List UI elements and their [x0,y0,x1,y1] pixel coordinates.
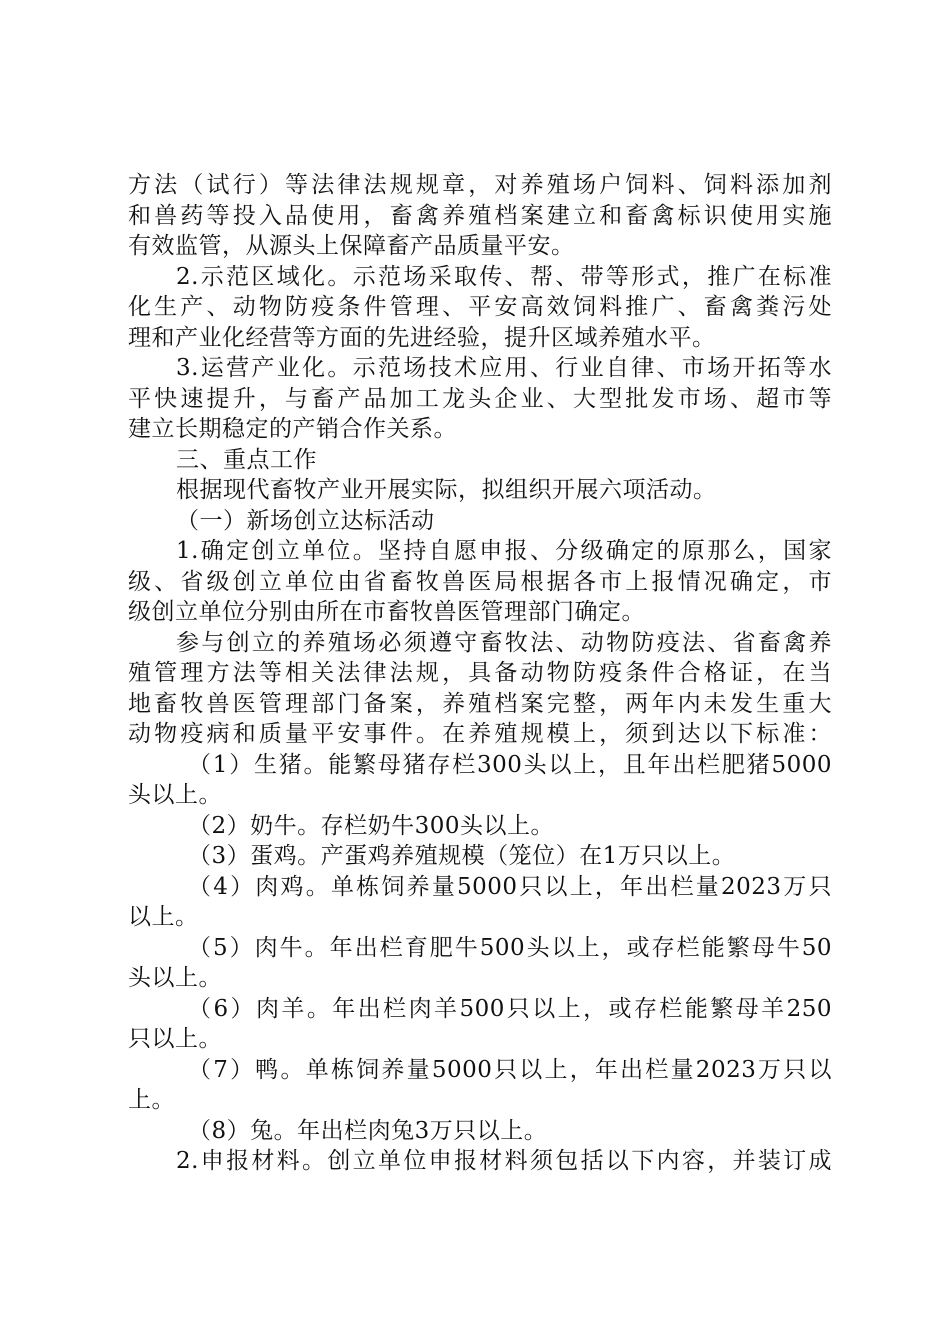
text-line: 头以上。 [128,965,222,991]
text-line: 级创立单位分别由所在市畜牧兽医管理部门确定。 [128,599,645,625]
text-line: 平快速提升，与畜产品加工龙头企业、大型批发市场、超市等 [128,385,832,412]
text-line: （1）生猪。能繁母猪存栏300头以上，且年出栏肥猪5000 [188,751,832,778]
text-line: （5）肉牛。年出栏育肥牛500头以上，或存栏能繁母牛50 [188,934,832,961]
text-line: （8）兔。年出栏肉兔3万只以上。 [188,1117,548,1144]
text-line: 只以上。 [128,1026,222,1052]
text-line: 动物疫病和质量平安事件。在养殖规模上，须到达以下标准： [128,721,832,747]
text-line: 3.运营产业化。示范场技术应用、行业自律、市场开拓等水 [176,355,832,381]
text-line: 化生产、动物防疫条件管理、平安高效饲料推广、畜禽粪污处 [128,294,832,320]
text-line: 根据现代畜牧产业开展实际，拟组织开展六项活动。 [176,477,717,503]
text-line: 头以上。 [128,782,222,808]
text-line: （6）肉羊。年出栏肉羊500只以上，或存栏能繁母羊250 [188,995,832,1022]
text-line: （一）新场创立达标活动 [176,507,435,534]
text-line: 方法（试行）等法律法规规章，对养殖场户饲料、饲料添加剂 [128,172,832,198]
text-line: 以上。 [128,904,199,930]
text-line: 殖管理方法等相关法律法规，具备动物防疫条件合格证，在当 [128,660,832,686]
text-line: 和兽药等投入品使用，畜禽养殖档案建立和畜禽标识使用实施 [128,202,832,229]
text-line: 参与创立的养殖场必须遵守畜牧法、动物防疫法、省畜禽养 [176,629,832,656]
text-line: 上。 [128,1087,175,1113]
text-line: 建立长期稳定的产销合作关系。 [128,416,457,442]
text-line: 级、省级创立单位由省畜牧兽医局根据各市上报情况确定，市 [128,568,832,595]
text-line: 三、重点工作 [176,446,317,473]
text-line: （3）蛋鸡。产蛋鸡养殖规模（笼位）在1万只以上。 [188,843,736,869]
text-line: （2）奶牛。存栏奶牛300头以上。 [188,812,555,839]
document-body [128,170,832,1177]
text-line: （7）鸭。单栋饲养量5000只以上，年出栏量2023万只以 [188,1056,832,1083]
text-line: 理和产业化经营等方面的先进经验，提升区域养殖水平。 [128,324,716,351]
text-line: 有效监管，从源头上保障畜产品质量平安。 [128,233,575,259]
text-line: 1.确定创立单位。坚持自愿申报、分级确定的原那么，国家 [176,538,832,564]
text-line: （4）肉鸡。单栋饲养量5000只以上，年出栏量2023万只 [188,873,832,900]
text-line: 2.示范区域化。示范场采取传、帮、带等形式，推广在标准 [176,263,832,290]
text-line: 地畜牧兽医管理部门备案，养殖档案完整，两年内未发生重大 [128,690,832,717]
text-line: 2.申报材料。创立单位申报材料须包括以下内容，并装订成 [176,1148,832,1174]
